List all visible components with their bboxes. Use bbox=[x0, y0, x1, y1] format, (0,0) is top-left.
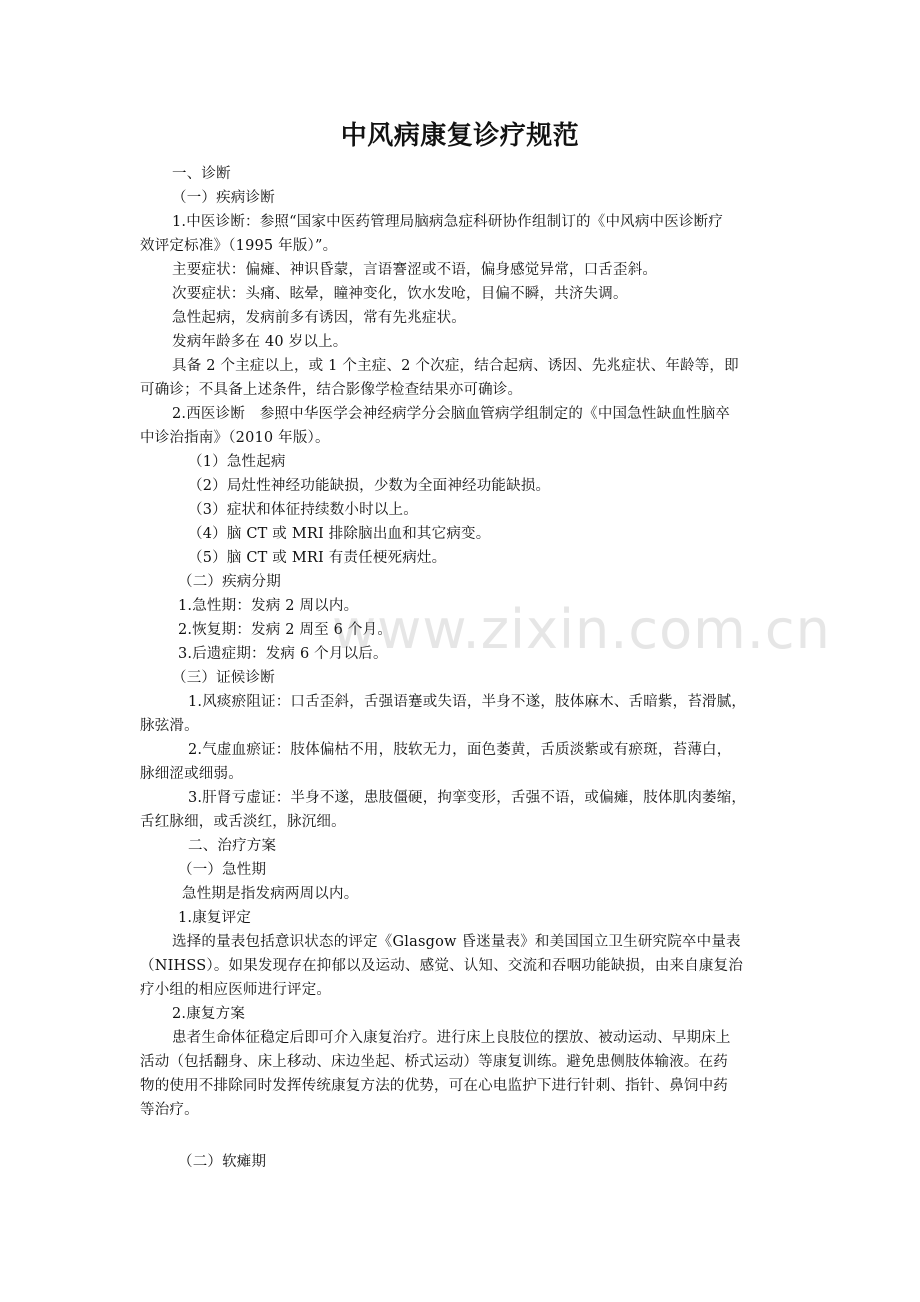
text-line: 1.风痰瘀阻证：口舌歪斜，舌强语蹇或失语，半身不遂，肢体麻木、舌暗紫，苔滑腻， bbox=[188, 694, 747, 710]
watermark: www.zixin.com.cn bbox=[332, 598, 831, 661]
text-line: （三）证候诊断 bbox=[172, 670, 275, 686]
text-line: 中诊治指南》（2010 年版）。 bbox=[140, 430, 330, 446]
text-line: 急性期是指发病两周以内。 bbox=[182, 886, 359, 902]
text-line: 1.急性期：发病 2 周以内。 bbox=[178, 598, 359, 614]
text-line: 二、治疗方案 bbox=[188, 838, 277, 854]
text-line: 物的使用不排除同时发挥传统康复方法的优势，可在心电监护下进行针刺、指针、鼻饲中药 bbox=[140, 1078, 728, 1094]
text-line: 1.中医诊断：参照“国家中医药管理局脑病急症科研协作组制订的《中风病中医诊断疗 bbox=[172, 214, 724, 230]
text-line: 3.肝肾亏虚证：半身不遂，患肢僵硬，拘挛变形，舌强不语，或偏瘫，肢体肌肉萎缩， bbox=[188, 790, 747, 806]
text-line: （1）急性起病 bbox=[188, 454, 286, 470]
text-line: （2）局灶性神经功能缺损，少数为全面神经功能缺损。 bbox=[188, 478, 551, 494]
text-line: 2.西医诊断 参照中华医学会神经病学分会脑血管病学组制定的《中国急性缺血性脑卒 bbox=[172, 406, 731, 422]
text-line: 急性起病，发病前多有诱因，常有先兆症状。 bbox=[172, 310, 466, 326]
text-line: 具备 2 个主症以上，或 1 个主症、2 个次症，结合起病、诱因、先兆症状、年龄等，即 bbox=[172, 358, 739, 374]
text-line: （二）疾病分期 bbox=[178, 574, 281, 590]
text-line: （4）脑 CT 或 MRI 排除脑出血和其它病变。 bbox=[188, 526, 491, 542]
text-line: （一）急性期 bbox=[178, 862, 267, 878]
text-line: （3）症状和体征持续数小时以上。 bbox=[188, 502, 418, 518]
text-line: （5）脑 CT 或 MRI 有责任梗死病灶。 bbox=[188, 550, 447, 566]
text-line: 3.后遗症期：发病 6 个月以后。 bbox=[178, 646, 388, 662]
text-line: （二）软瘫期 bbox=[178, 1154, 267, 1170]
text-line: 等治疗。 bbox=[140, 1102, 199, 1118]
text-line: 2.恢复期：发病 2 周至 6 个月。 bbox=[178, 622, 393, 638]
text-line: 发病年龄多在 40 岁以上。 bbox=[172, 334, 348, 350]
text-line: 效评定标准》（1995 年版）”。 bbox=[140, 238, 338, 254]
text-line: 2.康复方案 bbox=[172, 1006, 246, 1022]
text-line: 疗小组的相应医师进行评定。 bbox=[140, 982, 332, 998]
text-line: 可确诊；不具备上述条件，结合影像学检查结果亦可确诊。 bbox=[140, 382, 523, 398]
text-line: 一、诊断 bbox=[172, 166, 231, 182]
text-line: 1.康复评定 bbox=[178, 910, 252, 926]
text-line: 次要症状：头痛、眩晕，瞳神变化，饮水发呛，目偏不瞬，共济失调。 bbox=[172, 286, 628, 302]
page-title: 中风病康复诊疗规范 bbox=[340, 121, 580, 151]
text-line: 活动（包括翻身、床上移动、床边坐起、桥式运动）等康复训练。避免患侧肢体输液。在药 bbox=[140, 1054, 728, 1070]
text-line: 舌红脉细，或舌淡红，脉沉细。 bbox=[140, 814, 346, 830]
text-line: 患者生命体征稳定后即可介入康复治疗。进行床上良肢位的摆放、被动运动、早期床上 bbox=[172, 1030, 731, 1046]
text-line: （一）疾病诊断 bbox=[172, 190, 275, 206]
text-line: 脉弦滑。 bbox=[140, 718, 199, 734]
text-line: 主要症状：偏瘫、神识昏蒙，言语謇涩或不语，偏身感觉异常，口舌歪斜。 bbox=[172, 262, 658, 278]
text-line: 选择的量表包括意识状态的评定《Glasgow 昏迷量表》和美国国立卫生研究院卒中量表 bbox=[172, 934, 741, 950]
text-line: 脉细涩或细弱。 bbox=[140, 766, 243, 782]
text-line: （NIHSS）。如果发现存在抑郁以及运动、感觉、认知、交流和吞咽功能缺损，由来自康复治 bbox=[140, 958, 744, 974]
text-line: 2.气虚血瘀证：肢体偏枯不用，肢软无力，面色萎黄，舌质淡紫或有瘀斑，苔薄白， bbox=[188, 742, 732, 758]
